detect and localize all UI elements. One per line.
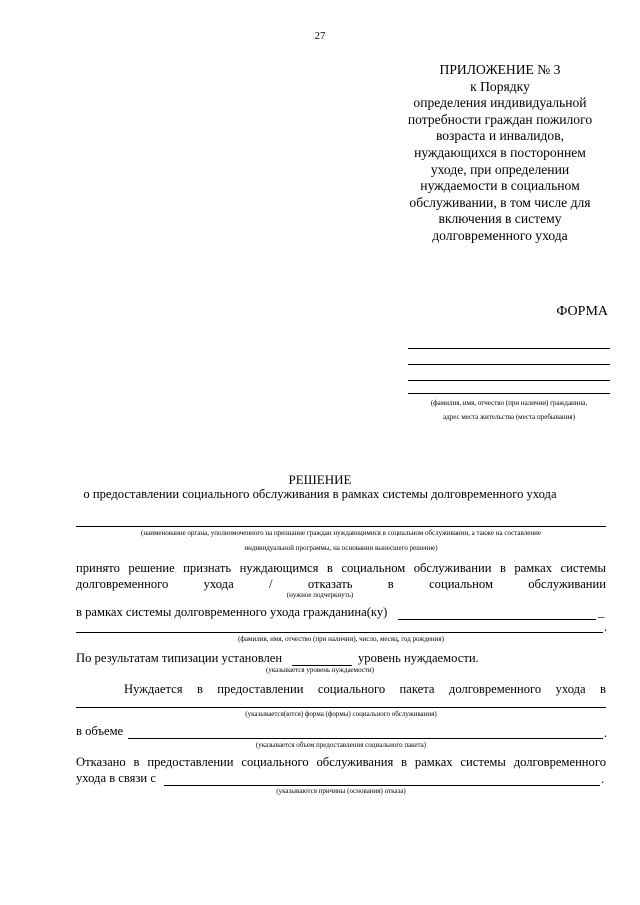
form-caption: (указывается(ются) форма (формы) социального обслуживания) xyxy=(245,710,437,718)
appendix-line: потребности граждан пожилого xyxy=(407,111,593,127)
reason-caption: (указываются причины (основания) отказа) xyxy=(276,787,406,795)
decision-text-line-1: принято решение признать нуждающимся в социальном обслуживании в рамках системы xyxy=(76,561,606,575)
refusal-text-line-1: Отказано в предоставлении социального обслуживания в рамках системы долговременного xyxy=(76,755,606,769)
appendix-line: ПРИЛОЖЕНИЕ № 3 xyxy=(439,62,561,77)
addressee-caption: (фамилия, имя, отчество (при наличии) гражданина, xyxy=(430,399,588,407)
volume-caption: (указывается объем предоставления социального пакета) xyxy=(255,741,427,749)
addressee-line-2[interactable] xyxy=(408,364,610,365)
appendix-line: возраста и инвалидов, xyxy=(435,128,565,144)
service-form-field[interactable] xyxy=(76,707,606,708)
underline-caption: (нужное подчеркнуть) xyxy=(286,591,354,599)
citizen-fullname-field[interactable] xyxy=(76,632,603,633)
appendix-line: к Порядку xyxy=(470,78,530,94)
period: . xyxy=(604,620,608,634)
appendix-line: нуждаемости в социальном xyxy=(420,178,580,194)
decision-subtitle: о предоставлении социального обслуживания в рамках системы долговременного ухода xyxy=(83,487,557,501)
volume-label: в объеме xyxy=(76,724,124,738)
typing-label: По результатам типизации установлен xyxy=(76,651,283,665)
addressee-line-4[interactable] xyxy=(408,393,610,394)
volume-field[interactable] xyxy=(128,738,603,739)
fullname-caption: (фамилия, имя, отчество (при наличии), число, месяц, год рождения) xyxy=(238,635,444,643)
package-text: Нуждается в предоставлении социального пакета долговременного ухода в xyxy=(124,682,606,696)
appendix-line: определения индивидуальной xyxy=(413,95,587,111)
organ-caption: (наименование органа, уполномоченного на признание граждан нуждающимися в социальном обслуживании, а также на составление xyxy=(141,529,541,537)
level-caption: (указывается уровень нуждаемости) xyxy=(265,666,375,674)
refusal-reason-field[interactable] xyxy=(164,785,600,786)
refusal-text-line-2: ухода в связи с xyxy=(76,771,156,785)
citizen-field[interactable] xyxy=(398,619,596,620)
page-number: 27 xyxy=(314,30,326,42)
appendix-line: долговременного ухода xyxy=(432,227,568,243)
citizen-label: в рамках системы долговременного ухода гражданина(ку) xyxy=(76,605,388,619)
appendix-line: включения в систему xyxy=(438,211,562,227)
addressee-line-3[interactable] xyxy=(408,380,610,381)
decision-text-line-2: долговременного ухода / отказать в социальном обслуживании xyxy=(76,577,606,591)
period: . xyxy=(601,772,605,786)
appendix-header xyxy=(392,62,608,245)
decision-title: РЕШЕНИЕ xyxy=(288,472,352,487)
organ-name-field[interactable] xyxy=(76,526,606,527)
appendix-line: уходе, при определении xyxy=(430,161,570,177)
form-label: ФОРМА xyxy=(556,304,608,319)
period: . xyxy=(604,726,608,740)
citizen-suffix: _ xyxy=(598,605,605,619)
addressee-line-1[interactable] xyxy=(408,348,610,349)
appendix-line: нуждающихся в постороннем xyxy=(414,144,586,160)
addressee-caption: адрес места жительства (места пребывания) xyxy=(443,413,575,421)
organ-caption: индивидуальной программы, на основании вынесшего решение) xyxy=(244,544,438,552)
typing-suffix: уровень нуждаемости. xyxy=(358,651,479,665)
appendix-line: обслуживании, в том числе для xyxy=(409,194,591,210)
